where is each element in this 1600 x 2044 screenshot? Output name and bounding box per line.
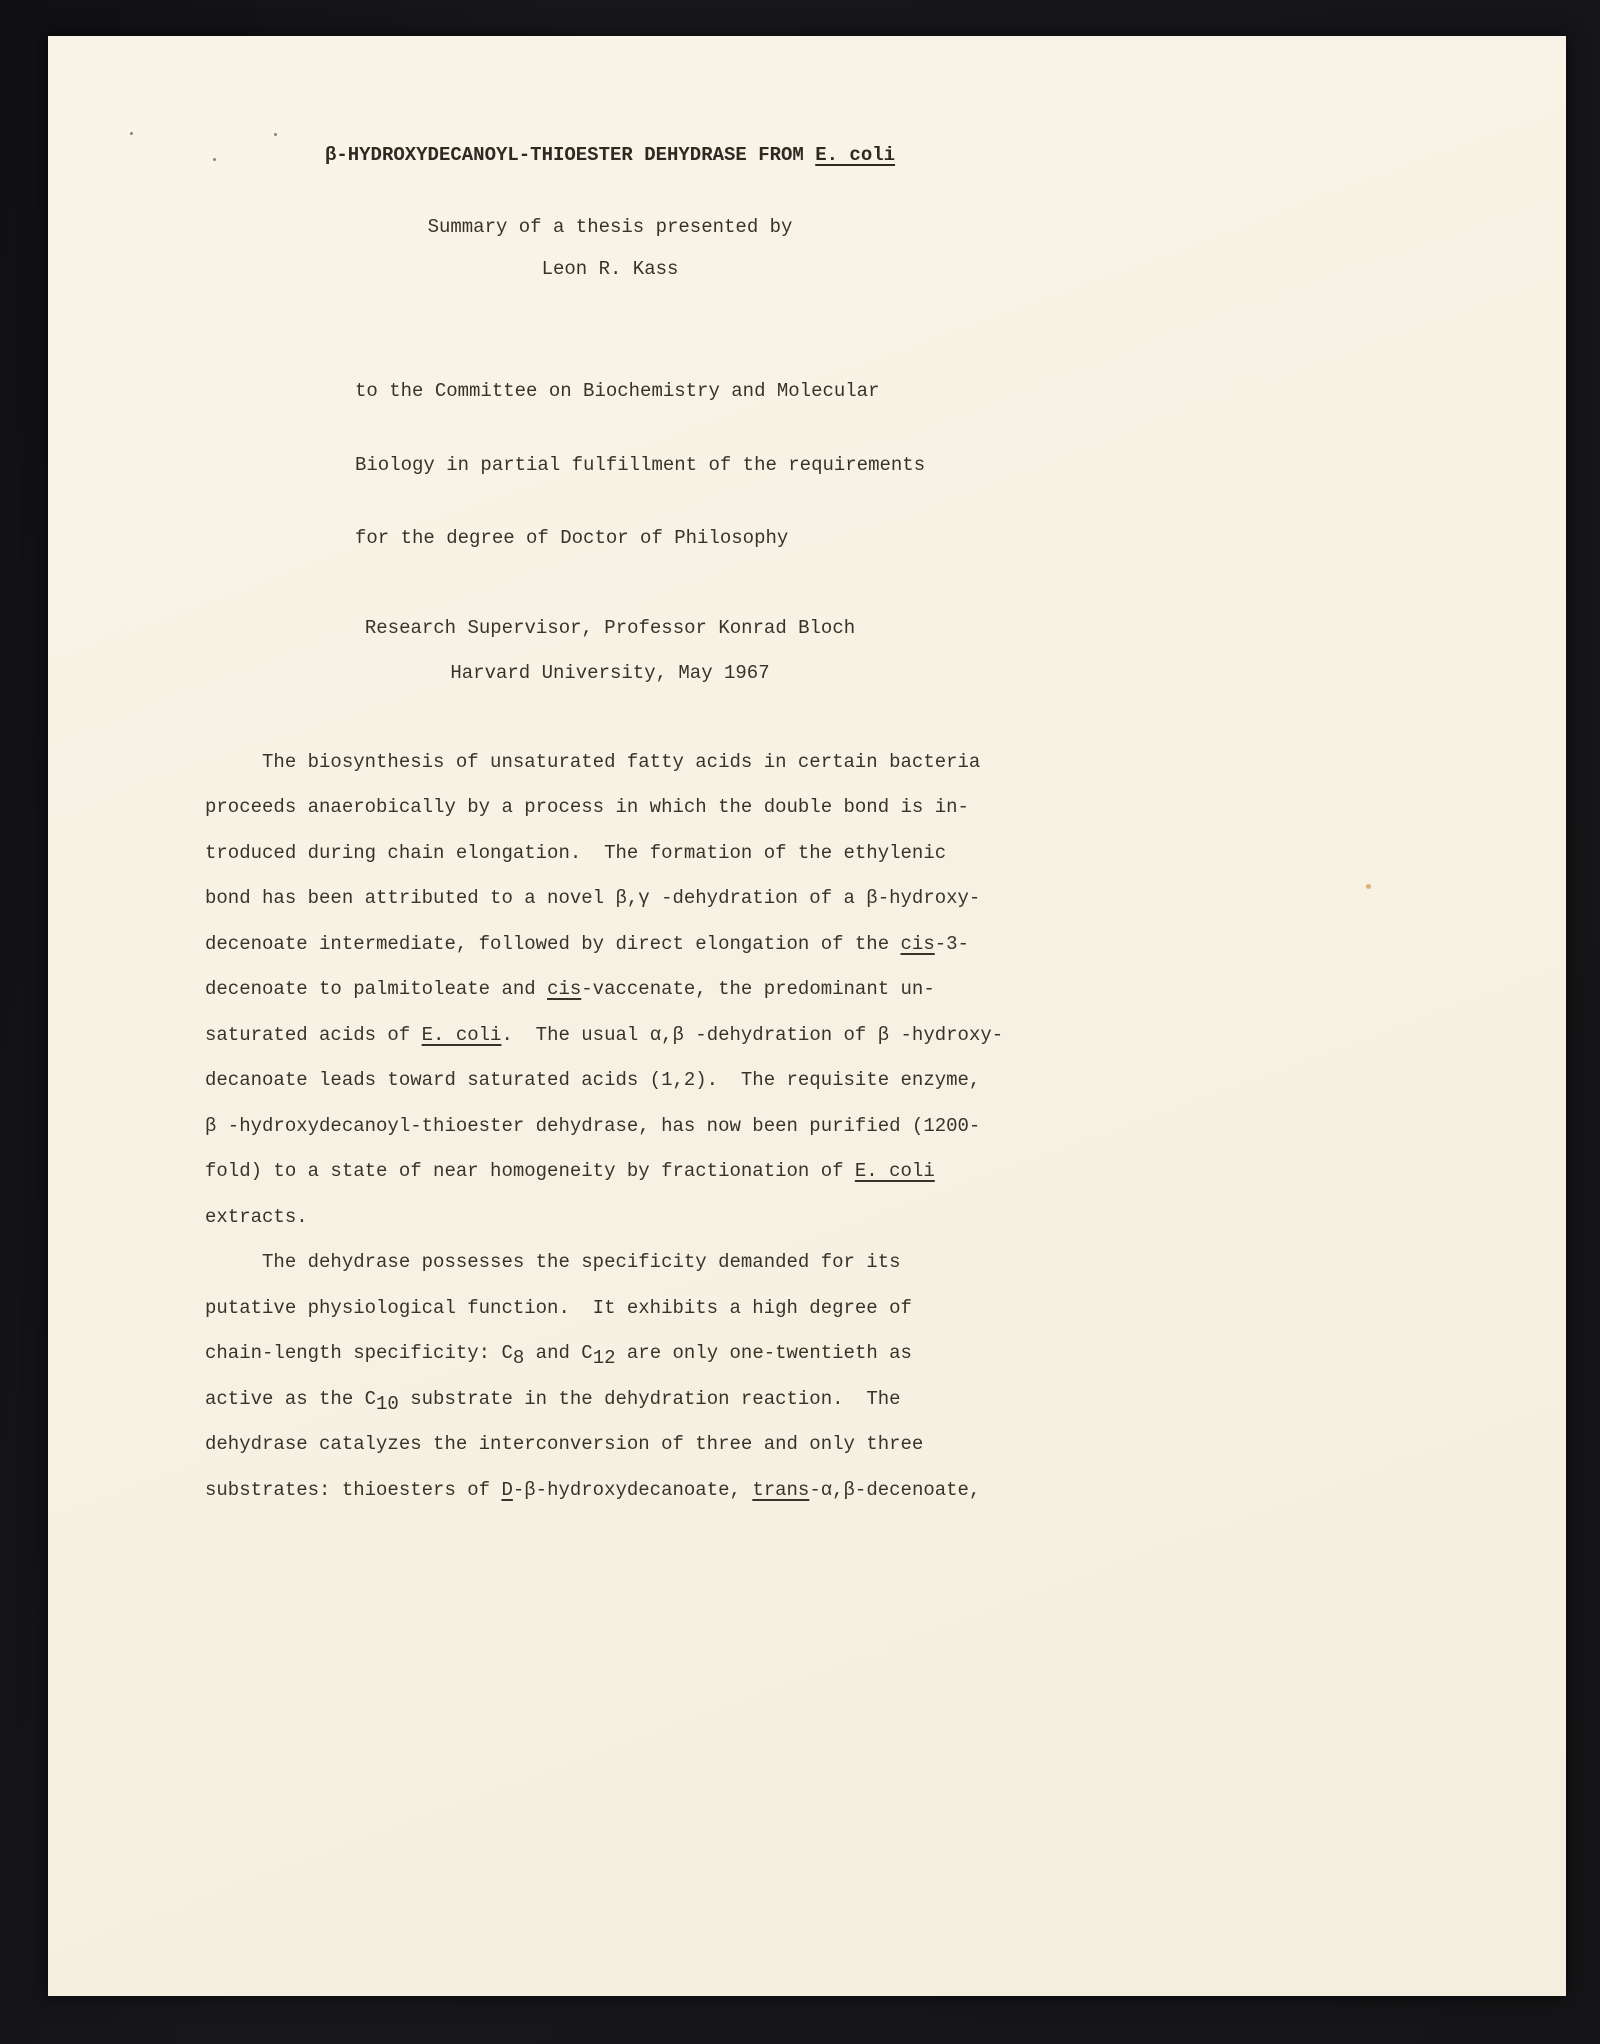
scan-speck xyxy=(213,158,216,161)
committee-line: for the degree of Doctor of Philosophy xyxy=(355,527,789,549)
author-name: Leon R. Kass xyxy=(541,258,679,280)
presented-line: Summary of a thesis presented by xyxy=(427,216,793,238)
committee-line: Biology in partial fulfillment of the requirements xyxy=(355,453,926,476)
heading-block xyxy=(48,146,1172,683)
abstract-body: The biosynthesis of unsaturated fatty acids in certain bacteria proceeds anaerobically by a process in which the double bond is in- troduced during chain elongation. The formation of the ethylenic bond has been attributed to a novel β,γ -dehydration of a β-hydroxy- decenoate intermediate, followed by direct elongation of the cis-3- decenoate to palmitoleate and cis-vaccenate, the predominant un- saturated acids of E. coli. The usual α,β -dehydration of β -hydroxy- decanoate leads toward saturated acids (1,2). The requisite enzyme, β -hydroxydecanoyl-thioester dehydrase, has now been purified (1200- fold) to a state of near homogeneity by fractionation of E. coli extracts. The dehydrase possesses the specificity demanded for its putative physiological function. It exhibits a high degree of chain-length specificity: C8 and C12 are only one-twentieth as active as the C10 substrate in the dehydration reaction. The dehydrase catalyzes the interconversion of three and only three substrates: thioesters of D-β-hydroxydecanoate, trans-α,β-decenoate, xyxy=(205,750,1004,1501)
supervisor-line: Research Supervisor, Professor Konrad Bloch xyxy=(364,616,856,639)
committee-block xyxy=(355,330,1172,600)
scan-speck xyxy=(1366,884,1371,889)
document-title: β-HYDROXYDECANOYL-THIOESTER DEHYDRASE FROM E. coli xyxy=(324,144,896,166)
scan-speck xyxy=(274,133,277,136)
scan-speck xyxy=(130,132,133,135)
document-page xyxy=(48,36,1566,1996)
committee-line: to the Committee on Biochemistry and Molecular xyxy=(355,380,880,402)
university-date-line: Harvard University, May 1967 xyxy=(450,661,770,684)
